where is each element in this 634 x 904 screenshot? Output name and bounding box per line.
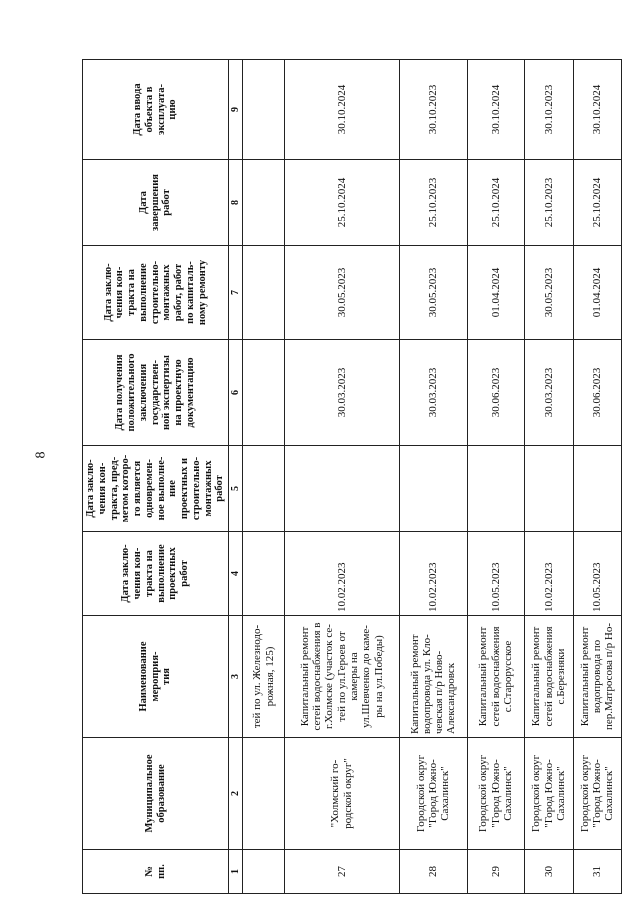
row-construction-date: 01.04.2024 <box>573 246 622 340</box>
row-expertise-date: 30.06.2023 <box>467 340 524 446</box>
column-number: 1 <box>229 850 243 894</box>
row-municipality: "Холмский го- родской округ" <box>285 738 400 850</box>
row-num: 30 <box>525 850 573 894</box>
row-construction-date: 30.05.2023 <box>285 246 400 340</box>
row-completion-date: 25.10.2023 <box>399 160 467 246</box>
row-municipality: Городской округ "Город Южно- Сахалинск" <box>525 738 573 850</box>
row-construction-date <box>243 246 285 340</box>
row-design-date: 10.02.2023 <box>399 532 467 616</box>
row-completion-date: 25.10.2023 <box>525 160 573 246</box>
row-num: 28 <box>399 850 467 894</box>
row-completion-date <box>243 160 285 246</box>
row-commissioning-date: 30.10.2024 <box>467 60 524 160</box>
row-design-date: 10.05.2023 <box>573 532 622 616</box>
row-combined-date <box>399 446 467 532</box>
schedule-table <box>82 59 622 894</box>
header-commissioning-date: Дата ввода объекта в эксплуата- цию <box>83 60 229 160</box>
column-number: 9 <box>229 60 243 160</box>
table-row <box>285 60 400 894</box>
row-combined-date <box>525 446 573 532</box>
row-name: тей по ул. Железнодо- рожная, 125) <box>243 616 285 738</box>
row-combined-date <box>467 446 524 532</box>
row-name: Капитальный ремонт сетей водоснабжения с.Старорусское <box>467 616 524 738</box>
row-name: Капитальный ремонт сетей водоснабжения в г.Холмске (участок се- тей по ул.Героев от камеры на ул.Шевченко до каме- ры на ул.Победы) <box>285 616 400 738</box>
row-num: 31 <box>573 850 622 894</box>
row-completion-date: 25.10.2024 <box>467 160 524 246</box>
row-municipality: Городской округ "Город Южно- Сахалинск" <box>573 738 622 850</box>
row-expertise-date: 30.03.2023 <box>285 340 400 446</box>
row-municipality <box>243 738 285 850</box>
column-number: 4 <box>229 532 243 616</box>
header-design-date: Дата заклю- чения кон- тракта на выполнение проектных работ <box>83 532 229 616</box>
column-number: 6 <box>229 340 243 446</box>
row-num <box>243 850 285 894</box>
row-construction-date: 30.05.2023 <box>525 246 573 340</box>
column-number: 8 <box>229 160 243 246</box>
row-commissioning-date: 30.10.2024 <box>573 60 622 160</box>
header-row <box>83 60 229 894</box>
header-expertise-date: Дата получения положительного заключения государствен- ной экспертизы на проектную документацию <box>83 340 229 446</box>
row-expertise-date: 30.06.2023 <box>573 340 622 446</box>
row-municipality: Городской округ "Город Южно- Сахалинск" <box>467 738 524 850</box>
header-construction-date: Дата заклю- чения кон- тракта на выполнение строительно- монтажных работ, работ по капиталь- ному ремонту <box>83 246 229 340</box>
row-expertise-date: 30.03.2023 <box>525 340 573 446</box>
row-combined-date <box>573 446 622 532</box>
table-row <box>399 60 467 894</box>
row-design-date: 10.02.2023 <box>285 532 400 616</box>
column-number: 3 <box>229 616 243 738</box>
table-row <box>573 60 622 894</box>
header-num: № пп. <box>83 850 229 894</box>
row-expertise-date: 30.03.2023 <box>399 340 467 446</box>
row-num: 27 <box>285 850 400 894</box>
row-name: Капитальный ремонт водопровода ул. Кло- чевская п/р Ново- Александровск <box>399 616 467 738</box>
row-name: Капитальный ремонт водопровода по пер.Матросова п/р Но- <box>573 616 622 738</box>
row-name: Капитальный ремонт сетей водоснабжения с.Березняки <box>525 616 573 738</box>
row-combined-date <box>243 446 285 532</box>
row-construction-date: 01.04.2024 <box>467 246 524 340</box>
column-number: 2 <box>229 738 243 850</box>
row-completion-date: 25.10.2024 <box>573 160 622 246</box>
table-row <box>525 60 573 894</box>
row-construction-date: 30.05.2023 <box>399 246 467 340</box>
header-combined-date: Дата заклю- чения кон- тракта, пред- метом которо- го является одновремен- ное выполне- ние проектных и строительно- монтажных работ <box>83 446 229 532</box>
row-commissioning-date <box>243 60 285 160</box>
header-municipality: Муниципальное образование <box>83 738 229 850</box>
row-commissioning-date: 30.10.2023 <box>399 60 467 160</box>
column-number: 7 <box>229 246 243 340</box>
row-commissioning-date: 30.10.2024 <box>285 60 400 160</box>
row-combined-date <box>285 446 400 532</box>
row-municipality: Городской округ "Город Южно- Сахалинск" <box>399 738 467 850</box>
row-expertise-date <box>243 340 285 446</box>
column-number-row <box>229 60 243 894</box>
row-commissioning-date: 30.10.2023 <box>525 60 573 160</box>
rotated-table-container <box>82 60 622 894</box>
row-completion-date: 25.10.2024 <box>285 160 400 246</box>
row-design-date: 10.05.2023 <box>467 532 524 616</box>
row-design-date <box>243 532 285 616</box>
header-name: Наименование мероприя- тия <box>83 616 229 738</box>
column-number: 5 <box>229 446 243 532</box>
page-number: 8 <box>33 451 49 459</box>
rotated-page <box>82 60 622 894</box>
table-row <box>467 60 524 894</box>
header-completion-date: Дата завершения работ <box>83 160 229 246</box>
row-design-date: 10.02.2023 <box>525 532 573 616</box>
table-row <box>243 60 285 894</box>
row-num: 29 <box>467 850 524 894</box>
